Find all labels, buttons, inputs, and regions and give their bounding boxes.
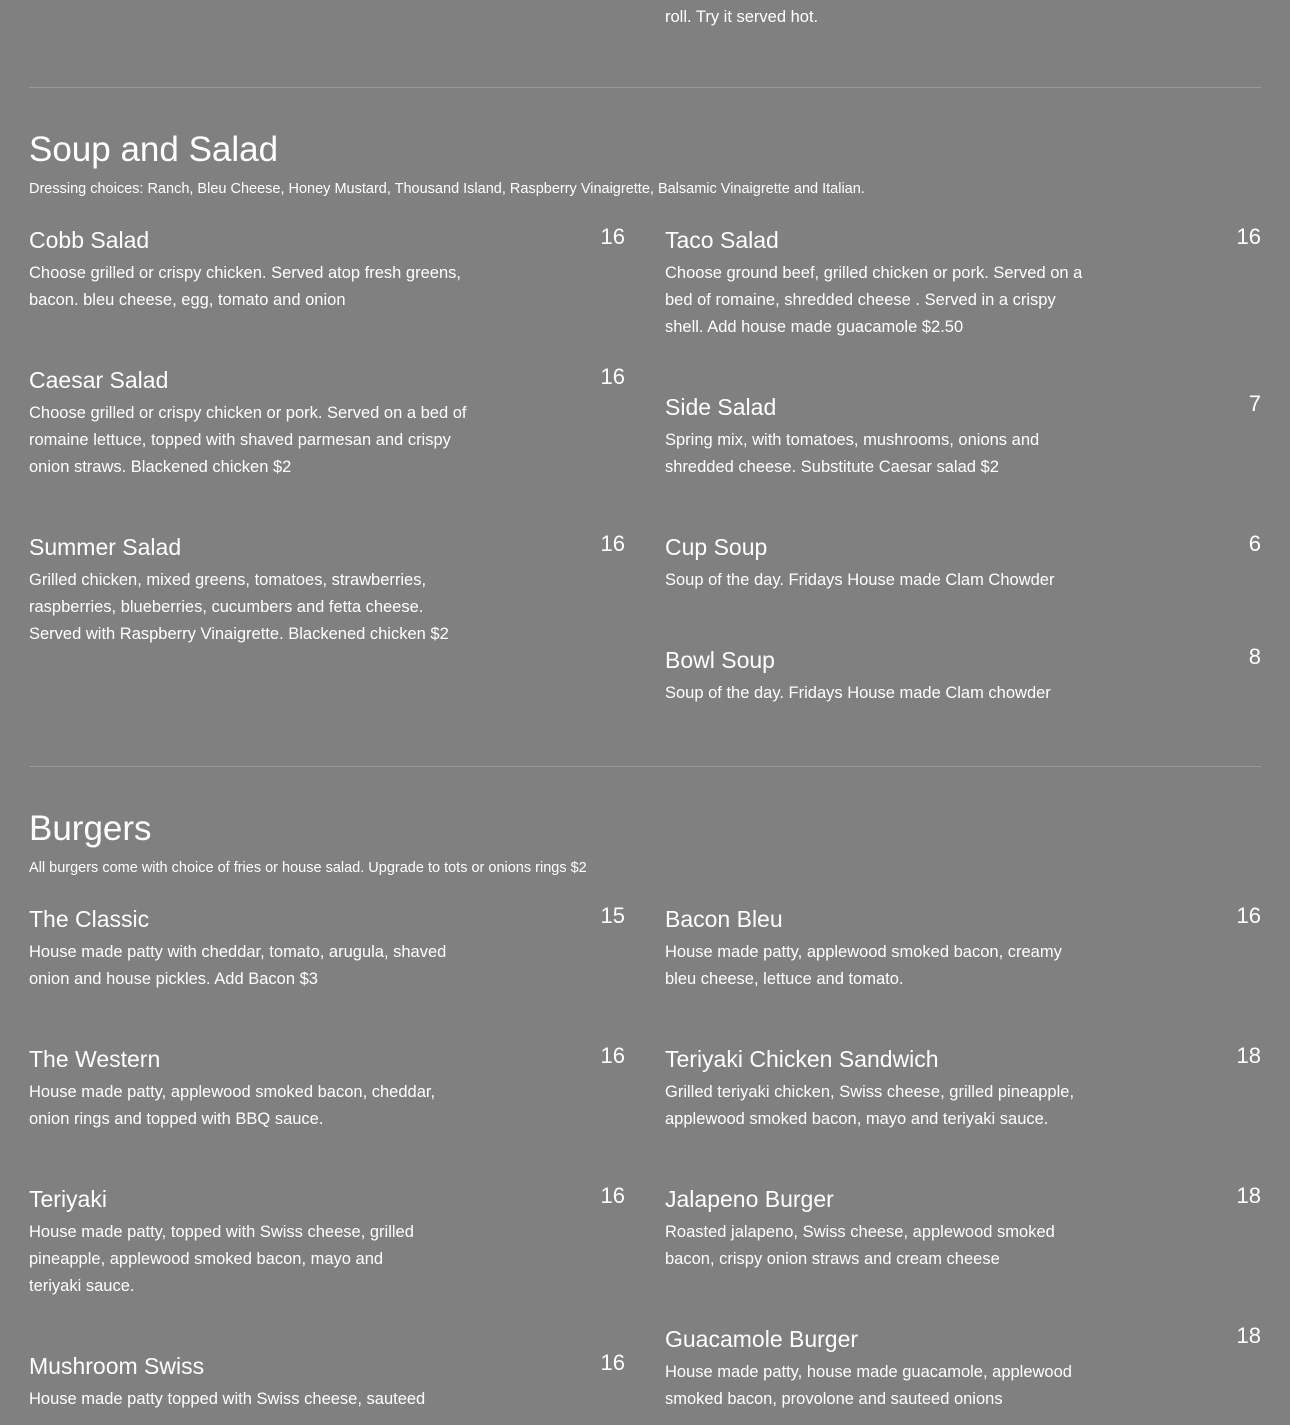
menu-item-mushroom-swiss [29, 1351, 625, 1413]
item-price: 16 [1236, 224, 1261, 249]
previous-item-description-tail: roll. Try it served hot. [665, 8, 819, 26]
item-price: 16 [600, 224, 625, 249]
item-description: Spring mix, with tomatoes, mushrooms, onions and shredded cheese. Substitute Caesar salad $2 [665, 431, 1040, 476]
item-description: Choose grilled or crispy chicken. Served atop fresh greens, bacon. bleu cheese, egg, tomato and onion [29, 264, 461, 309]
item-name: Bowl Soup [665, 647, 775, 673]
item-description: Roasted jalapeno, Swiss cheese, applewood smoked bacon, crispy onion straws and cream cheese [665, 1223, 1055, 1268]
item-name: Guacamole Burger [665, 1326, 859, 1352]
item-price: 16 [600, 1043, 625, 1068]
item-description: Soup of the day. Fridays House made Clam Chowder [665, 571, 1055, 589]
section-divider [29, 766, 1261, 767]
item-name: Mushroom Swiss [29, 1353, 205, 1379]
item-name: The Western [29, 1046, 161, 1072]
item-description: House made patty, house made guacamole, applewood smoked bacon, provolone and sauteed onions [665, 1363, 1072, 1408]
item-name: Teriyaki Chicken Sandwich [665, 1046, 939, 1072]
section-title-soup-salad: Soup and Salad [29, 130, 279, 169]
item-name: Jalapeno Burger [665, 1186, 834, 1212]
menu-item-teriyaki-chicken-sandwich [665, 1044, 1261, 1133]
item-description: Choose ground beef, grilled chicken or pork. Served on a bed of romaine, shredded cheese . Served in a crispy shell. Add house made guacamole $2.50 [665, 264, 1083, 336]
item-description: House made patty, applewood smoked bacon, creamy bleu cheese, lettuce and tomato. [665, 943, 1062, 988]
item-price: 18 [1236, 1043, 1261, 1068]
item-price: 16 [600, 531, 625, 556]
item-price: 15 [600, 903, 625, 928]
item-description: Soup of the day. Fridays House made Clam chowder [665, 684, 1051, 702]
item-description: Grilled teriyaki chicken, Swiss cheese, grilled pineapple, applewood smoked bacon, mayo and teriyaki sauce. [665, 1083, 1075, 1128]
item-name: Caesar Salad [29, 367, 169, 393]
item-name: Summer Salad [29, 534, 182, 560]
item-name: Cobb Salad [29, 227, 150, 253]
item-name: Cup Soup [665, 534, 768, 560]
menu-item-bacon-bleu [665, 904, 1261, 993]
menu-item-jalapeno-burger [665, 1184, 1261, 1273]
menu-item-summer-salad [29, 532, 625, 648]
menu-item-cup-soup [665, 532, 1261, 594]
item-name: Side Salad [665, 394, 777, 420]
item-name: Teriyaki [29, 1186, 107, 1212]
item-name: Taco Salad [665, 227, 779, 253]
item-price: 16 [1236, 903, 1261, 928]
menu-item-the-western [29, 1044, 625, 1133]
item-price: 8 [1248, 644, 1261, 669]
item-description: House made patty with cheddar, tomato, arugula, shaved onion and house pickles. Add Bacon $3 [29, 943, 447, 988]
item-price: 18 [1236, 1183, 1261, 1208]
item-price: 6 [1248, 531, 1261, 556]
menu-item-the-classic [29, 904, 625, 993]
item-price: 18 [1236, 1323, 1261, 1348]
item-description: Grilled chicken, mixed greens, tomatoes, strawberries, raspberries, blueberries, cucumbers and fetta cheese. Served with Raspberry Vinaigrette. Blackened chicken $2 [29, 571, 449, 643]
item-description: Choose grilled or crispy chicken or pork. Served on a bed of romaine lettuce, topped with shaved parmesan and crispy onion straws. Blackened chicken $2 [29, 404, 467, 476]
item-price: 7 [1248, 391, 1261, 416]
menu-item-taco-salad [665, 225, 1261, 341]
menu-item-teriyaki [29, 1184, 625, 1300]
section-title-burgers: Burgers [29, 809, 152, 848]
item-price: 16 [600, 1183, 625, 1208]
menu-item-caesar-salad [29, 365, 625, 481]
section-divider [29, 87, 1261, 88]
item-description: House made patty topped with Swiss cheese, sauteed [29, 1390, 426, 1408]
item-price: 16 [600, 1350, 625, 1375]
menu-item-guacamole-burger [665, 1324, 1261, 1413]
menu-item-side-salad [665, 392, 1261, 481]
menu-item-bowl-soup [665, 645, 1261, 707]
section-note-burgers: All burgers come with choice of fries or house salad. Upgrade to tots or onions rings $2 [29, 860, 587, 876]
item-name: The Classic [29, 906, 150, 932]
section-note-dressing: Dressing choices: Ranch, Bleu Cheese, Honey Mustard, Thousand Island, Raspberry Vinaigrette, Balsamic Vinaigrette and Italian. [29, 181, 865, 197]
item-name: Bacon Bleu [665, 906, 783, 932]
item-description: House made patty, applewood smoked bacon, cheddar, onion rings and topped with BBQ sauce. [29, 1083, 436, 1128]
item-description: House made patty, topped with Swiss cheese, grilled pineapple, applewood smoked bacon, mayo and teriyaki sauce. [29, 1223, 414, 1295]
menu-item-cobb-salad [29, 225, 625, 314]
item-price: 16 [600, 364, 625, 389]
